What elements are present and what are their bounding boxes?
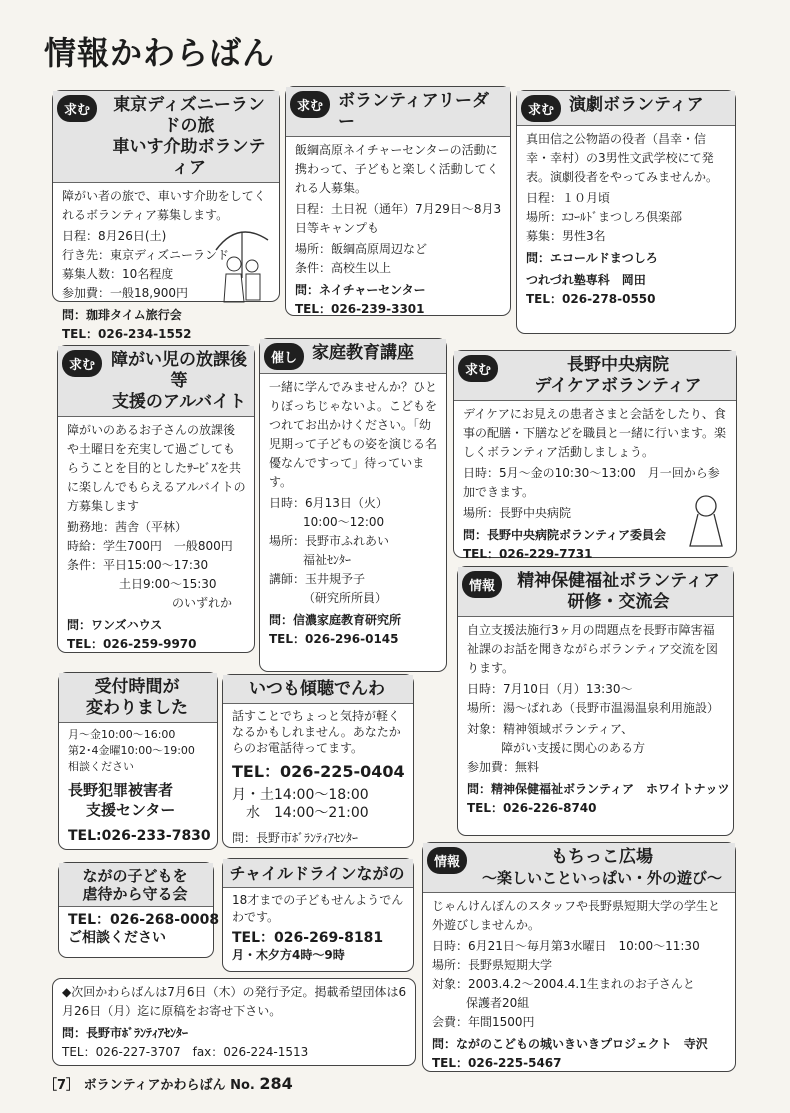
mochikko-contact: 問：ながのこどもの城いきいきプロジェクト 寺沢 — [432, 1037, 708, 1051]
shogai-condition-either: のいずれか — [171, 596, 232, 610]
childline-hours: 月・木夕方4時～9時 — [232, 948, 345, 962]
shogai-condition: 条件：平日15:00～17:30 — [67, 558, 209, 572]
uketsuke-friday: 第2･4金曜10:00～19:00 — [68, 744, 195, 757]
uketsuke-org — [68, 780, 209, 820]
hospital-contact: 問：長野中央病院ボランティア委員会 — [463, 528, 667, 542]
hospital-place: 場所：長野中央病院 — [463, 506, 572, 520]
hospital-tag: 求む — [458, 355, 498, 382]
uketsuke-consult: 相談ください — [68, 760, 134, 773]
seishin-target: 対象：精神領域ボランティア、 — [467, 722, 634, 736]
shogai-title-line1: 障がい児の放課後等 — [111, 350, 247, 391]
uketsuke-box — [58, 672, 218, 850]
keicho-intro: 話すことでちょっと気持が軽くなるかもしれません。あなたからのお電話待ってます。 — [232, 709, 401, 755]
uketsuke-org-line1: 長野犯罪被害者 — [68, 781, 174, 799]
shogai-body — [58, 417, 254, 658]
mochikko-fee: 会費：年間1500円 — [432, 1015, 535, 1029]
seishin-body — [458, 617, 733, 822]
mochikko-title-line1: もちっこ広場 — [551, 847, 653, 867]
keicho-body — [223, 704, 413, 850]
katei-time: 10:00～12:00 — [303, 515, 385, 529]
keicho-title: いつも傾聴でんわ — [249, 679, 385, 699]
seishin-place: 場所：湯～ぱれあ（長野市温湯温泉利用施設） — [467, 701, 720, 715]
katei-place: 場所：長野市ふれあい — [269, 534, 390, 548]
childline-title: チャイルドラインながの — [229, 864, 405, 883]
katei-intro: 一緒に学んでみませんか？ひとりぼっちじゃないよ。こどもをつれてお出かけください。「幼児期って子どもの姿を演じる名優なんですって」待っています。 — [269, 380, 438, 489]
page-title: 情報かわらばん — [44, 34, 276, 72]
uketsuke-org-line2: 支援センター — [86, 801, 176, 819]
katei-contact: 問：信濃家庭教育研究所 — [269, 613, 402, 627]
keicho-header — [223, 675, 413, 704]
mochikko-tag: 情報 — [427, 847, 467, 874]
mochikko-tel: TEL：026-225-5467 — [432, 1056, 562, 1070]
childline-body — [223, 888, 413, 968]
keicho-hours1: 月・土14:00～18:00 — [232, 787, 369, 803]
uketsuke-weekday: 月～金10:00～16:00 — [68, 728, 176, 741]
next-issue-tel: TEL：026-227-3707 fax：026-224-1513 — [62, 1045, 309, 1059]
next-issue-body — [53, 979, 415, 1066]
disney-contact: 問：珈琲タイム旅行会 — [62, 308, 182, 322]
leader-contact: 問：ネイチャーセンター — [295, 283, 426, 297]
kodomo-body — [59, 907, 220, 951]
mochikko-date: 日時：6月21日～毎月第3水曜日 10:00～11:30 — [432, 939, 700, 953]
kodomo-note: ご相談ください — [68, 930, 166, 946]
katei-place2: 福祉ｾﾝﾀｰ — [303, 553, 352, 567]
katei-lecturer: 講師：玉井規予子 — [269, 572, 366, 586]
engeki-intro: 真田信之公物語の役者（昌幸・信幸・幸村）の3男性文武学校にて発表。演劇役者をやってみませんか。 — [526, 132, 719, 184]
teru-teru-bozu-illustration — [686, 494, 726, 550]
uketsuke-body — [59, 723, 217, 848]
uketsuke-header — [59, 673, 217, 723]
hospital-header — [454, 351, 736, 401]
leader-box — [285, 86, 511, 316]
engeki-contact: 問：エコールドまつしろ — [526, 251, 658, 265]
seishin-tag: 情報 — [462, 571, 502, 598]
leader-title: ボランティアリーダー — [338, 91, 489, 132]
hospital-intro: デイケアにお見えの患者さまと会話をしたり、食事の配膳・下膳などを職員と一緒に行います。楽しくボランティア活動しましょう。 — [463, 407, 727, 459]
uketsuke-title-line1: 受付時間が — [94, 677, 180, 697]
next-issue-box — [52, 978, 416, 1066]
mochikko-body — [423, 893, 735, 1077]
leader-tel: TEL：026-239-3301 — [295, 302, 425, 316]
leader-place: 場所：飯綱高原周辺など — [295, 242, 428, 256]
uketsuke-title-line2: 変わりました — [86, 698, 188, 718]
next-issue-text: ◆次回かわらばんは7月6日（木）の発行予定。掲載希望団体は6月26日（月）迄に原稿をお寄せ下さい。 — [62, 985, 407, 1018]
seishin-header — [458, 567, 733, 617]
shogai-tag: 求む — [62, 350, 102, 377]
leader-body — [286, 137, 510, 323]
keicho-contact: 問：長野市ﾎﾞﾗﾝﾃｨｱｾﾝﾀｰ — [232, 831, 359, 845]
seishin-target2: 障がい支援に関心のある方 — [501, 741, 646, 755]
footer-issue-number: 284 — [259, 1074, 293, 1093]
seishin-title — [510, 571, 727, 613]
katei-title: 家庭教育講座 — [312, 343, 415, 363]
page-footer — [44, 1074, 293, 1093]
seishin-date: 日時：7月10日（月）13:30～ — [467, 682, 633, 696]
shogai-wage: 時給：学生700円 一般800円 — [67, 539, 233, 553]
disney-intro: 障がい者の旅で、車いす介助をしてくれるボランティア募集します。 — [62, 189, 266, 222]
childline-box — [222, 858, 414, 972]
seishin-intro: 自立支援法施行3ヶ月の問題点を長野市障害福祉課のお話を聞きながらボランティア交流を図ります。 — [467, 623, 719, 675]
disney-destination: 行き先：東京ディズニーランド — [62, 248, 230, 262]
mochikko-target: 対象：2003.4.2～2004.4.1生まれのお子さんと — [432, 977, 695, 991]
kodomo-title-line1: ながの子どもを — [82, 867, 188, 885]
hospital-title-line2: デイケアボランティア — [534, 376, 702, 396]
engeki-date: 日程：１０月頃 — [526, 191, 611, 205]
shogai-condition-weekend: 土日9:00～15:30 — [119, 577, 217, 591]
disney-tag: 求む — [57, 95, 97, 122]
katei-date: 日時：6月13日（火） — [269, 496, 388, 510]
engeki-header — [517, 91, 735, 126]
mochikko-intro: じゃんけんぽんのスタッフや長野県短期大学の学生と外遊びしませんか。 — [432, 899, 721, 932]
hospital-title — [506, 355, 730, 397]
disney-title-line1: 東京ディズニーランドの旅 — [113, 95, 265, 136]
shogai-box — [57, 345, 255, 653]
shogai-tel: TEL：026-259-9970 — [67, 637, 197, 651]
shogai-title — [110, 350, 248, 413]
mochikko-header — [423, 843, 735, 893]
footer-no-label: No. — [230, 1078, 255, 1093]
leader-date: 日程：土日祝（通年）7月29日～8月3日等キャンプも — [295, 202, 502, 235]
shogai-contact: 問：ワンズハウス — [67, 618, 163, 632]
kodomo-title-line2: 虐待から守る会 — [82, 885, 188, 903]
disney-header — [53, 91, 279, 183]
shogai-intro: 障がいのあるお子さんの放課後や土曜日を充実して過ごしてもらうことを目的としたｻｰﾋﾞｽを共に楽しんでもらえるアルバイトの方募集します — [67, 423, 246, 513]
disney-title-line2: 車いす介助ボランティア — [112, 137, 266, 178]
leader-tag: 求む — [290, 91, 330, 118]
umbrella-illustration — [208, 218, 278, 308]
footer-publication: ボランティアかわらばん — [83, 1078, 226, 1093]
shogai-header — [58, 346, 254, 417]
uketsuke-title — [63, 677, 211, 719]
katei-tel: TEL：026-296-0145 — [269, 632, 399, 646]
leader-condition: 条件：高校生以上 — [295, 261, 392, 275]
childline-header — [223, 859, 413, 888]
kodomo-header — [59, 863, 213, 907]
katei-box — [259, 338, 447, 672]
mochikko-place: 場所：長野県短期大学 — [432, 958, 553, 972]
mochikko-title-line2: ～楽しいこといっぱい・外の遊び～ — [482, 869, 723, 887]
kodomo-box — [58, 862, 220, 958]
mochikko-title — [475, 847, 729, 889]
engeki-box — [516, 90, 736, 334]
shogai-title-line2: 支援のアルバイト — [111, 392, 247, 412]
keicho-hours2: 水 14:00～21:00 — [246, 805, 369, 821]
engeki-recruit: 募集：男性3名 — [526, 229, 606, 243]
engeki-contact2: つれづれ塾専科 岡田 — [526, 273, 646, 287]
engeki-body — [517, 126, 735, 313]
kodomo-title — [63, 867, 207, 903]
seishin-contact: 問：精神保健福祉ボランティア ホワイトナッツ — [467, 782, 730, 796]
engeki-tel: TEL：026-278-0550 — [526, 292, 656, 306]
engeki-title: 演劇ボランティア — [569, 95, 704, 115]
katei-header — [260, 339, 446, 374]
seishin-title-line2: 研修・交流会 — [567, 592, 670, 612]
engeki-place: 場所：ｴｺｰﾙﾄﾞまつしろ倶楽部 — [526, 210, 683, 224]
seishin-box — [457, 566, 734, 836]
disney-date: 日程：8月26日(土) — [62, 229, 167, 243]
leader-header — [286, 87, 510, 137]
childline-intro: 18才までの子どもせんようでんわです。 — [232, 893, 404, 924]
hospital-time: 日時：5月～金の10:30～13:00 月一回から参加できます。 — [463, 466, 720, 499]
mochikko-target2: 保護者20組 — [466, 996, 530, 1010]
next-issue-contact: 問：長野市ﾎﾞﾗﾝﾃｨｱｾﾝﾀｰ — [62, 1026, 189, 1040]
childline-tel: TEL：026-269-8181 — [232, 930, 384, 946]
mochikko-box — [422, 842, 736, 1072]
katei-body — [260, 374, 446, 653]
hospital-title-line1: 長野中央病院 — [567, 355, 669, 375]
footer-page-number: ［7］ — [44, 1078, 80, 1093]
hospital-tel: TEL：026-229-7731 — [463, 547, 593, 561]
disney-count: 募集人数：10名程度 — [62, 267, 174, 281]
disney-tel: TEL：026-234-1552 — [62, 327, 192, 341]
shogai-location: 勤務地：茜舎（平林） — [67, 520, 188, 534]
uketsuke-tel: TEL:026-233-7830 — [68, 828, 211, 844]
seishin-tel: TEL：026-226-8740 — [467, 801, 597, 815]
disney-fee: 参加費：一般18,900円 — [62, 286, 188, 300]
seishin-fee: 参加費：無料 — [467, 760, 540, 774]
seishin-title-line1: 精神保健福祉ボランティア — [517, 571, 720, 591]
kodomo-tel: TEL：026-268-0008 — [68, 912, 220, 928]
katei-lecturer2: （研究所所員） — [303, 591, 388, 605]
leader-intro: 飯綱高原ネイチャーセンターの活動に携わって、子どもと楽しく活動してくれる人募集。 — [295, 143, 499, 195]
keicho-tel: TEL：026-225-0404 — [232, 762, 405, 781]
katei-tag: 催し — [264, 343, 304, 370]
engeki-tag: 求む — [521, 95, 561, 122]
disney-title — [105, 95, 273, 179]
keicho-box — [222, 674, 414, 848]
